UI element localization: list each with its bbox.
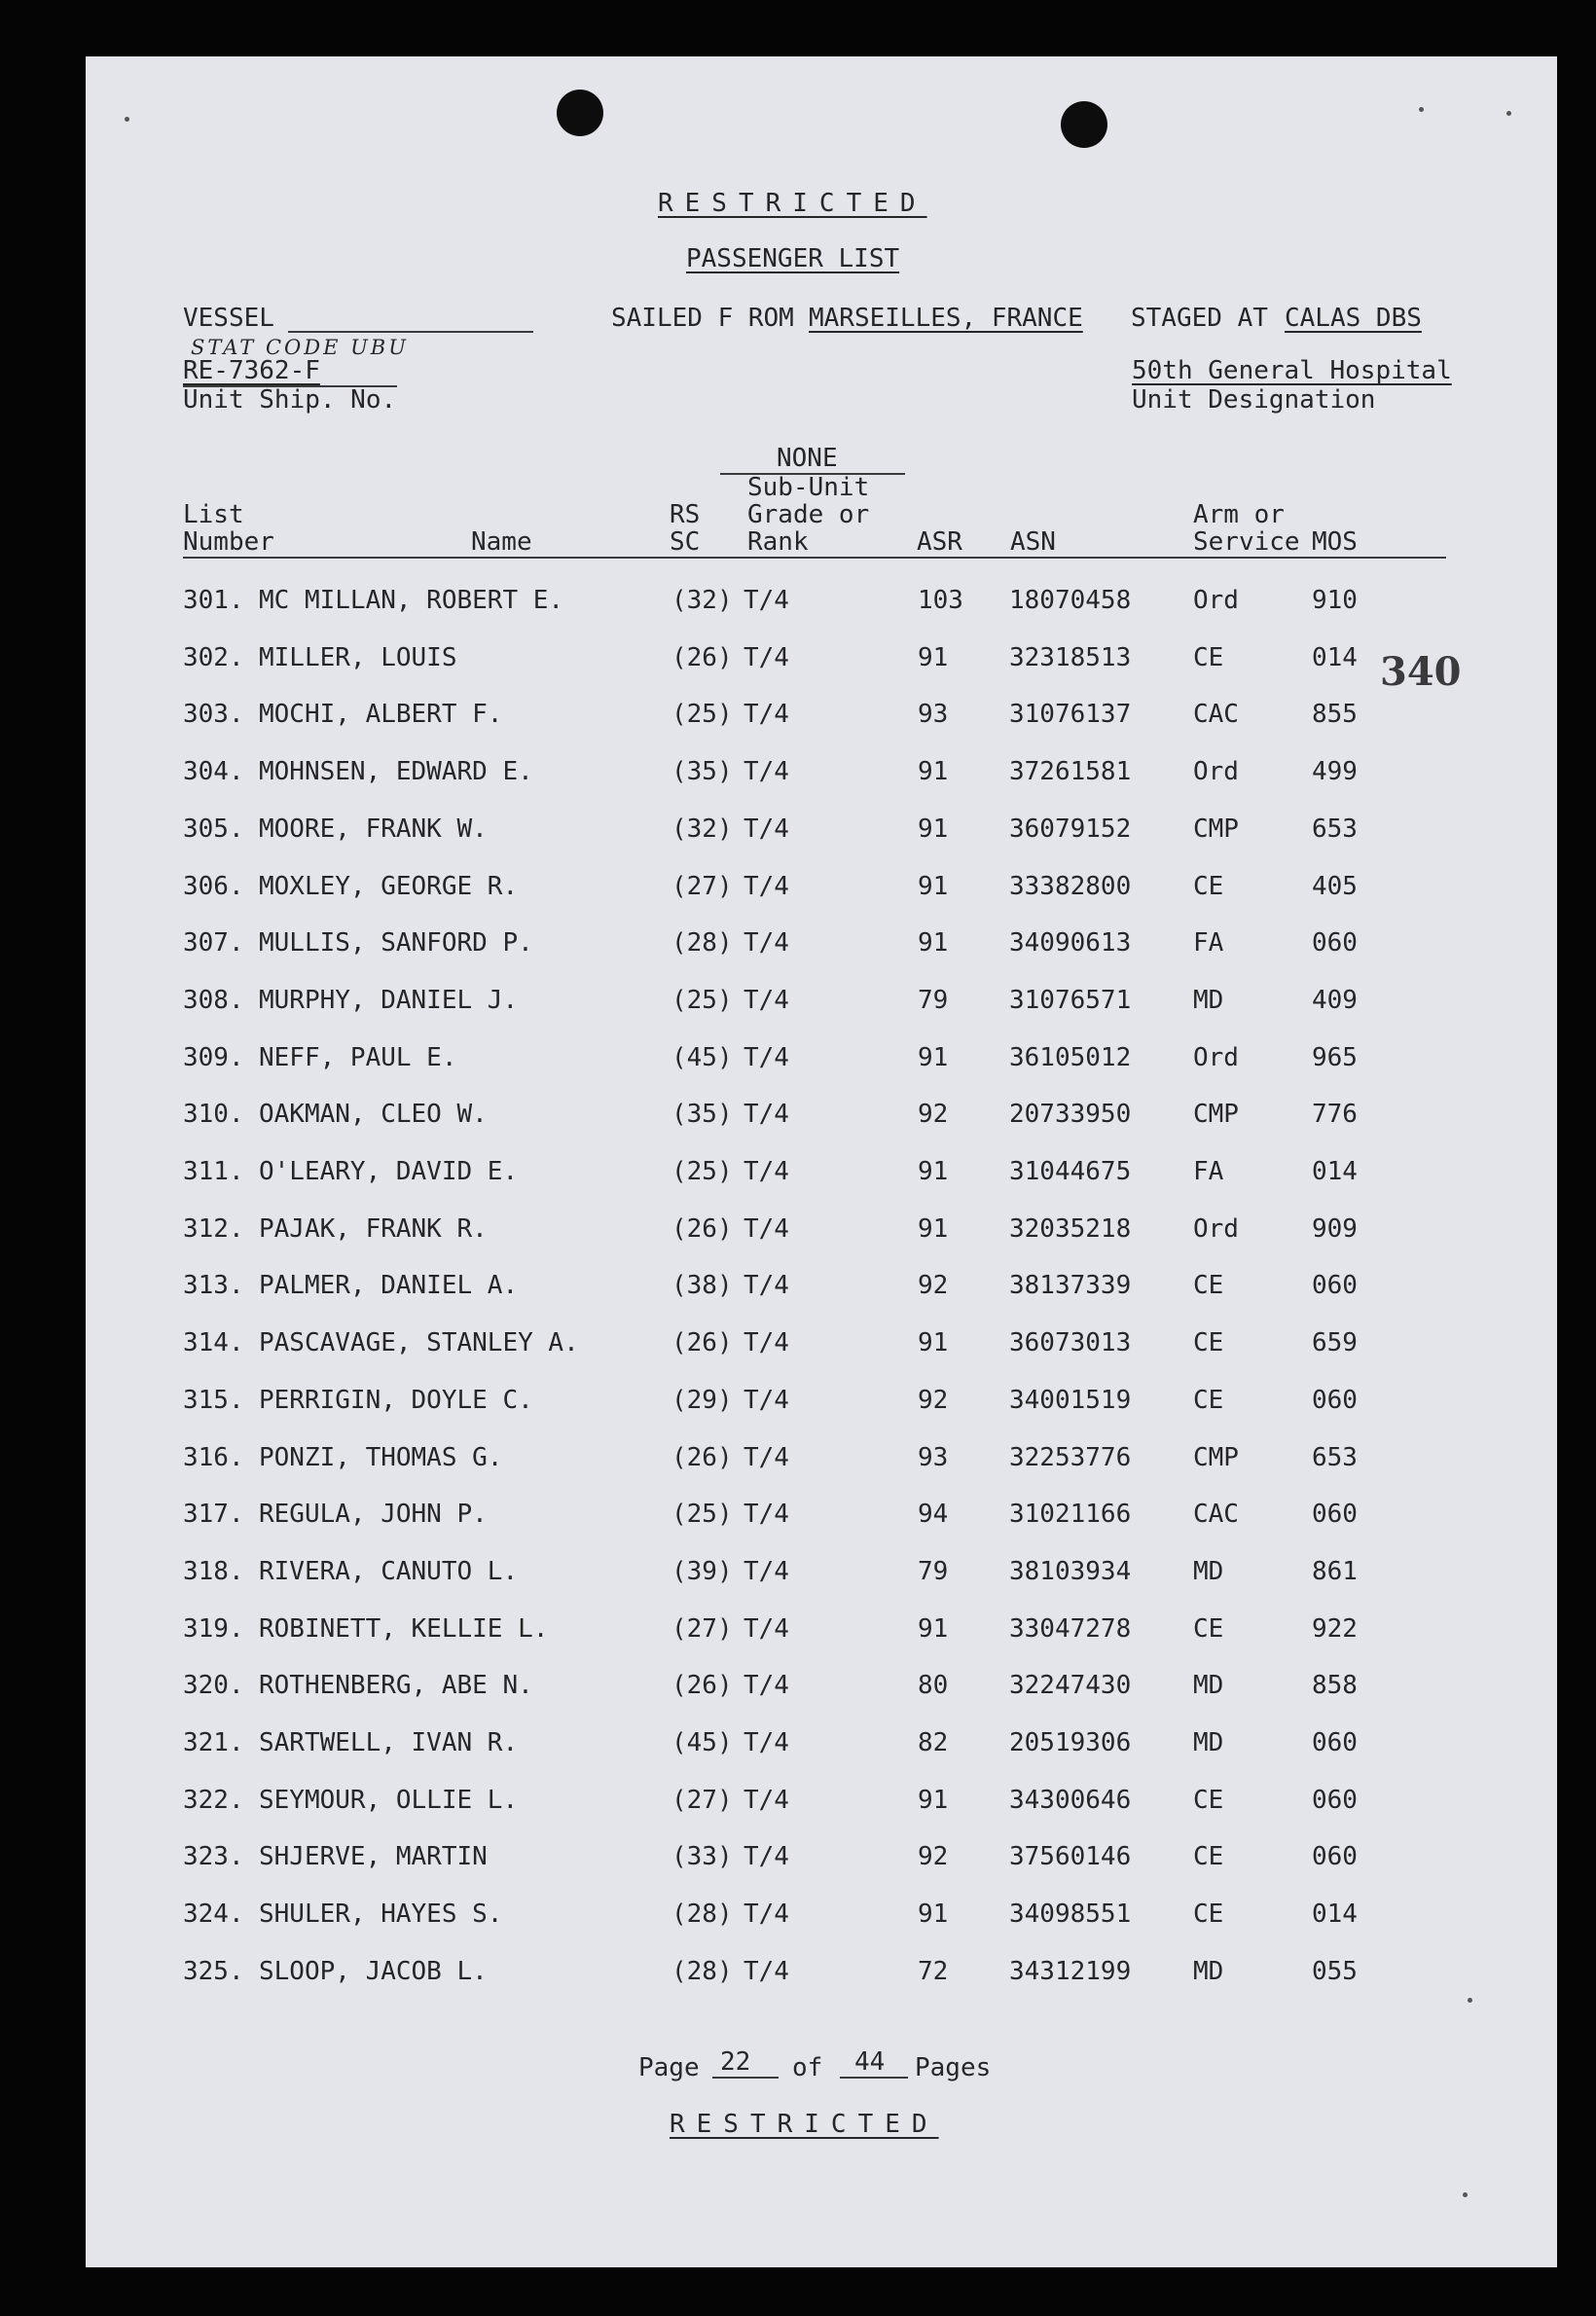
table-row — [86, 1328, 1557, 1367]
unit-ship-number: RE-7362-F — [183, 356, 320, 385]
header-asr: ASR — [917, 527, 962, 557]
cell-name: PASCAVAGE, STANLEY A. — [259, 1328, 579, 1358]
cell-grade: T/4 — [744, 1900, 789, 1930]
cell-mos: 060 — [1312, 1500, 1358, 1530]
cell-name: PERRIGIN, DOYLE C. — [259, 1385, 533, 1415]
cell-rs: (28) — [671, 1900, 733, 1930]
cell-asr: 91 — [918, 1328, 949, 1358]
cell-mos: 060 — [1312, 1385, 1358, 1415]
paper-speck — [125, 117, 129, 122]
cell-no: 312. — [183, 1213, 244, 1244]
cell-arm: CE — [1193, 1613, 1224, 1644]
cell-mos: 653 — [1312, 1442, 1358, 1472]
cell-rs: (38) — [671, 1271, 733, 1301]
cell-mos: 060 — [1312, 1785, 1358, 1815]
cell-asr: 93 — [918, 1442, 949, 1472]
cell-mos: 060 — [1312, 1728, 1358, 1757]
cell-rs: (26) — [671, 1213, 733, 1244]
cell-name: PONZI, THOMAS G. — [259, 1442, 503, 1472]
unit-designation-label: Unit Designation — [1132, 385, 1376, 415]
cell-no: 310. — [183, 1100, 244, 1130]
cell-no: 311. — [183, 1157, 244, 1186]
cell-no: 307. — [183, 928, 244, 959]
cell-mos: 014 — [1312, 642, 1358, 672]
unit-designation: 50th General Hospital — [1132, 356, 1452, 385]
table-row — [86, 928, 1557, 967]
cell-mos: 409 — [1312, 985, 1358, 1015]
cell-asr: 92 — [918, 1271, 949, 1301]
cell-name: MURPHY, DANIEL J. — [259, 985, 519, 1015]
cell-grade: T/4 — [744, 642, 789, 672]
cell-rs: (39) — [671, 1556, 733, 1586]
cell-grade: T/4 — [744, 871, 789, 901]
cell-grade: T/4 — [744, 586, 789, 615]
cell-arm: CMP — [1193, 814, 1239, 844]
cell-grade: T/4 — [744, 1100, 789, 1130]
header-list-1: List — [183, 500, 244, 529]
cell-name: OAKMAN, CLEO W. — [259, 1100, 488, 1130]
cell-name: ROBINETT, KELLIE L. — [259, 1613, 549, 1644]
page-label: Page — [638, 2053, 700, 2082]
header-sub-unit-1: Sub-Unit — [747, 473, 870, 502]
table-row — [86, 1443, 1557, 1482]
cell-no: 309. — [183, 1042, 244, 1072]
vessel-label: VESSEL — [183, 304, 274, 333]
cell-mos: 405 — [1312, 871, 1358, 901]
cell-rs: (27) — [671, 871, 733, 901]
table-row — [86, 1271, 1557, 1310]
cell-asr: 91 — [918, 1213, 949, 1244]
cell-mos: 060 — [1312, 1842, 1358, 1872]
cell-grade: T/4 — [744, 1213, 789, 1244]
cell-asr: 91 — [918, 871, 949, 901]
cell-arm: CMP — [1193, 1442, 1239, 1472]
cell-rs: (29) — [671, 1385, 733, 1415]
cell-asr: 91 — [918, 928, 949, 959]
cell-rs: (32) — [671, 586, 733, 615]
paper-speck — [1506, 111, 1511, 116]
cell-name: MOORE, FRANK W. — [259, 814, 488, 844]
cell-mos: 858 — [1312, 1671, 1358, 1701]
cell-no: 315. — [183, 1385, 244, 1415]
cell-name: RIVERA, CANUTO L. — [259, 1556, 519, 1586]
cell-asr: 91 — [918, 1785, 949, 1815]
cell-no: 304. — [183, 757, 244, 787]
cell-mos: 861 — [1312, 1556, 1358, 1586]
table-row — [86, 1614, 1557, 1653]
cell-no: 323. — [183, 1842, 244, 1872]
cell-asr: 92 — [918, 1385, 949, 1415]
cell-name: MOHNSEN, EDWARD E. — [259, 757, 533, 787]
cell-mos: 060 — [1312, 1271, 1358, 1301]
cell-rs: (25) — [671, 700, 733, 730]
cell-rs: (28) — [671, 1956, 733, 1986]
cell-name: MULLIS, SANFORD P. — [259, 928, 533, 959]
cell-no: 301. — [183, 586, 244, 615]
cell-asn: 31076571 — [1009, 985, 1132, 1015]
cell-name: NEFF, PAUL E. — [259, 1042, 457, 1072]
cell-asn: 34300646 — [1009, 1785, 1132, 1815]
cell-asn: 34001519 — [1009, 1385, 1132, 1415]
cell-name: SEYMOUR, OLLIE L. — [259, 1785, 519, 1815]
header-sub-unit-2: Grade or — [747, 500, 870, 529]
header-list-2: Number — [183, 527, 274, 557]
table-row — [86, 1214, 1557, 1253]
cell-asr: 91 — [918, 1042, 949, 1072]
cell-rs: (25) — [671, 985, 733, 1015]
cell-rs: (26) — [671, 1442, 733, 1472]
cell-no: 308. — [183, 985, 244, 1015]
page-total: 44 — [854, 2047, 886, 2077]
cell-mos: 014 — [1312, 1157, 1358, 1186]
cell-asr: 94 — [918, 1500, 949, 1530]
header-rule — [183, 557, 1446, 559]
cell-arm: MD — [1193, 1671, 1224, 1701]
cell-asr: 91 — [918, 1613, 949, 1644]
cell-name: MILLER, LOUIS — [259, 642, 457, 672]
punch-hole-right — [1061, 101, 1107, 148]
cell-rs: (45) — [671, 1728, 733, 1757]
cell-rs: (33) — [671, 1842, 733, 1872]
handwritten-stat-code: STAT CODE UBU — [191, 336, 409, 359]
cell-asr: 82 — [918, 1728, 949, 1757]
cell-rs: (25) — [671, 1157, 733, 1186]
header-asn: ASN — [1010, 527, 1056, 557]
cell-no: 322. — [183, 1785, 244, 1815]
cell-rs: (32) — [671, 814, 733, 844]
restricted-heading-top: RESTRICTED — [658, 189, 927, 218]
table-row — [86, 1043, 1557, 1082]
cell-arm: CMP — [1193, 1100, 1239, 1130]
cell-asn: 38103934 — [1009, 1556, 1132, 1586]
cell-asr: 91 — [918, 1900, 949, 1930]
cell-no: 324. — [183, 1900, 244, 1930]
cell-asn: 32253776 — [1009, 1442, 1132, 1472]
cell-grade: T/4 — [744, 1042, 789, 1072]
cell-asn: 34312199 — [1009, 1956, 1132, 1986]
cell-no: 314. — [183, 1328, 244, 1358]
cell-grade: T/4 — [744, 1785, 789, 1815]
cell-asr: 92 — [918, 1100, 949, 1130]
cell-asr: 80 — [918, 1671, 949, 1701]
cell-asr: 92 — [918, 1842, 949, 1872]
sub-unit-none: NONE — [777, 444, 838, 473]
cell-arm: CE — [1193, 1271, 1224, 1301]
cell-no: 306. — [183, 871, 244, 901]
cell-grade: T/4 — [744, 985, 789, 1015]
cell-arm: CE — [1193, 1900, 1224, 1930]
cell-no: 313. — [183, 1271, 244, 1301]
cell-no: 318. — [183, 1556, 244, 1586]
cell-asn: 38137339 — [1009, 1271, 1132, 1301]
cell-grade: T/4 — [744, 1613, 789, 1644]
stamped-page-number: 340 — [1380, 649, 1462, 695]
cell-no: 302. — [183, 642, 244, 672]
page-number: 22 — [720, 2047, 751, 2077]
header-sub-unit-3: Rank — [747, 527, 809, 557]
cell-asn: 37560146 — [1009, 1842, 1132, 1872]
cell-name: MOXLEY, GEORGE R. — [259, 871, 519, 901]
table-row — [86, 1500, 1557, 1538]
table-row — [86, 1157, 1557, 1196]
cell-rs: (26) — [671, 642, 733, 672]
table-row — [86, 1100, 1557, 1139]
cell-mos: 060 — [1312, 928, 1358, 959]
cell-mos: 776 — [1312, 1100, 1358, 1130]
cell-asn: 31021166 — [1009, 1500, 1132, 1530]
punch-hole-left — [557, 90, 603, 136]
document-page — [86, 56, 1557, 2267]
cell-no: 317. — [183, 1500, 244, 1530]
cell-no: 319. — [183, 1613, 244, 1644]
table-row — [86, 1842, 1557, 1881]
header-rs-1: RS — [670, 500, 701, 529]
table-row — [86, 643, 1557, 682]
cell-arm: CAC — [1193, 700, 1239, 730]
cell-mos: 499 — [1312, 757, 1358, 787]
cell-rs: (25) — [671, 1500, 733, 1530]
cell-asr: 91 — [918, 1157, 949, 1186]
cell-asn: 33047278 — [1009, 1613, 1132, 1644]
cell-no: 305. — [183, 814, 244, 844]
cell-asr: 91 — [918, 757, 949, 787]
cell-arm: Ord — [1193, 1213, 1239, 1244]
cell-name: SHULER, HAYES S. — [259, 1900, 503, 1930]
cell-grade: T/4 — [744, 1328, 789, 1358]
cell-grade: T/4 — [744, 1157, 789, 1186]
cell-arm: CE — [1193, 1785, 1224, 1815]
table-row — [86, 986, 1557, 1025]
table-row — [86, 1557, 1557, 1596]
cell-asn: 32247430 — [1009, 1671, 1132, 1701]
cell-rs: (27) — [671, 1613, 733, 1644]
cell-grade: T/4 — [744, 700, 789, 730]
cell-arm: MD — [1193, 1728, 1224, 1757]
cell-grade: T/4 — [744, 1442, 789, 1472]
table-row — [86, 586, 1557, 625]
cell-arm: CE — [1193, 642, 1224, 672]
cell-asr: 79 — [918, 1556, 949, 1586]
cell-arm: MD — [1193, 1956, 1224, 1986]
cell-asn: 31044675 — [1009, 1157, 1132, 1186]
cell-asn: 32035218 — [1009, 1213, 1132, 1244]
cell-grade: T/4 — [744, 1500, 789, 1530]
cell-asn: 36105012 — [1009, 1042, 1132, 1072]
cell-mos: 965 — [1312, 1042, 1358, 1072]
cell-arm: Ord — [1193, 757, 1239, 787]
cell-asr: 72 — [918, 1956, 949, 1986]
cell-asr: 103 — [918, 586, 963, 615]
cell-grade: T/4 — [744, 1385, 789, 1415]
cell-mos: 653 — [1312, 814, 1358, 844]
table-row — [86, 814, 1557, 853]
cell-mos: 922 — [1312, 1613, 1358, 1644]
table-row — [86, 1728, 1557, 1767]
header-mos: MOS — [1312, 527, 1358, 557]
cell-asn: 37261581 — [1009, 757, 1132, 787]
cell-grade: T/4 — [744, 1842, 789, 1872]
cell-name: SARTWELL, IVAN R. — [259, 1728, 519, 1757]
cell-arm: MD — [1193, 985, 1224, 1015]
cell-asr: 93 — [918, 700, 949, 730]
cell-name: PAJAK, FRANK R. — [259, 1213, 488, 1244]
cell-arm: Ord — [1193, 1042, 1239, 1072]
cell-name: REGULA, JOHN P. — [259, 1500, 488, 1530]
unit-ship-number-label: Unit Ship. No. — [183, 385, 397, 415]
cell-mos: 659 — [1312, 1328, 1358, 1358]
cell-mos: 909 — [1312, 1213, 1358, 1244]
table-row — [86, 1957, 1557, 1996]
cell-no: 325. — [183, 1956, 244, 1986]
cell-grade: T/4 — [744, 1671, 789, 1701]
paper-speck — [1463, 2192, 1468, 2197]
cell-name: ROTHENBERG, ABE N. — [259, 1671, 533, 1701]
cell-grade: T/4 — [744, 1556, 789, 1586]
header-name: Name — [471, 527, 532, 557]
header-arm-1: Arm or — [1193, 500, 1285, 529]
cell-arm: MD — [1193, 1556, 1224, 1586]
staged-at-label: STAGED AT — [1131, 304, 1268, 333]
cell-no: 316. — [183, 1442, 244, 1472]
cell-no: 321. — [183, 1728, 244, 1757]
cell-rs: (35) — [671, 757, 733, 787]
cell-rs: (45) — [671, 1042, 733, 1072]
cell-arm: FA — [1193, 1157, 1224, 1186]
restricted-heading-bottom: RESTRICTED — [670, 2110, 939, 2139]
cell-asn: 20519306 — [1009, 1728, 1132, 1757]
cell-grade: T/4 — [744, 757, 789, 787]
cell-mos: 055 — [1312, 1956, 1358, 1986]
cell-asn: 36073013 — [1009, 1328, 1132, 1358]
cell-name: PALMER, DANIEL A. — [259, 1271, 519, 1301]
header-arm-2: Service — [1193, 527, 1300, 557]
cell-rs: (27) — [671, 1785, 733, 1815]
cell-arm: CE — [1193, 1842, 1224, 1872]
cell-arm: FA — [1193, 928, 1224, 959]
cell-asn: 31076137 — [1009, 700, 1132, 730]
cell-asr: 91 — [918, 642, 949, 672]
cell-asn: 20733950 — [1009, 1100, 1132, 1130]
cell-name: MOCHI, ALBERT F. — [259, 700, 503, 730]
cell-grade: T/4 — [744, 1728, 789, 1757]
header-rs-2: SC — [670, 527, 701, 557]
cell-asn: 32318513 — [1009, 642, 1132, 672]
cell-arm: CE — [1193, 871, 1224, 901]
cell-arm: CE — [1193, 1328, 1224, 1358]
table-row — [86, 757, 1557, 796]
cell-rs: (35) — [671, 1100, 733, 1130]
cell-grade: T/4 — [744, 814, 789, 844]
sailed-from-value: MARSEILLES, FRANCE — [809, 304, 1083, 333]
sailed-from-label: SAILED F ROM — [611, 304, 794, 333]
paper-speck — [1419, 107, 1424, 112]
staged-at-value: CALAS DBS — [1285, 304, 1422, 333]
cell-name: SHJERVE, MARTIN — [259, 1842, 488, 1872]
table-row — [86, 1786, 1557, 1825]
cell-asn: 36079152 — [1009, 814, 1132, 844]
cell-asn: 33382800 — [1009, 871, 1132, 901]
cell-arm: CE — [1193, 1385, 1224, 1415]
table-row — [86, 1671, 1557, 1710]
pages-label: Pages — [915, 2053, 992, 2082]
cell-name: SLOOP, JACOB L. — [259, 1956, 488, 1986]
cell-grade: T/4 — [744, 1271, 789, 1301]
table-row — [86, 872, 1557, 911]
cell-asn: 34090613 — [1009, 928, 1132, 959]
cell-asn: 34098551 — [1009, 1900, 1132, 1930]
of-label: of — [792, 2053, 823, 2082]
cell-arm: CAC — [1193, 1500, 1239, 1530]
cell-asn: 18070458 — [1009, 586, 1132, 615]
table-row — [86, 1900, 1557, 1938]
cell-mos: 855 — [1312, 700, 1358, 730]
cell-rs: (28) — [671, 928, 733, 959]
cell-rs: (26) — [671, 1671, 733, 1701]
cell-mos: 014 — [1312, 1900, 1358, 1930]
cell-no: 303. — [183, 700, 244, 730]
cell-grade: T/4 — [744, 1956, 789, 1986]
table-row — [86, 700, 1557, 739]
cell-asr: 79 — [918, 985, 949, 1015]
page-total-line — [840, 2077, 908, 2079]
cell-mos: 910 — [1312, 586, 1358, 615]
page-number-line — [712, 2077, 779, 2079]
cell-arm: Ord — [1193, 586, 1239, 615]
cell-asr: 91 — [918, 814, 949, 844]
table-row — [86, 1386, 1557, 1425]
cell-rs: (26) — [671, 1328, 733, 1358]
cell-grade: T/4 — [744, 928, 789, 959]
cell-name: MC MILLAN, ROBERT E. — [259, 586, 564, 615]
cell-no: 320. — [183, 1671, 244, 1701]
cell-name: O'LEARY, DAVID E. — [259, 1157, 519, 1186]
document-title: PASSENGER LIST — [686, 244, 900, 273]
paper-speck — [1468, 1998, 1472, 2003]
